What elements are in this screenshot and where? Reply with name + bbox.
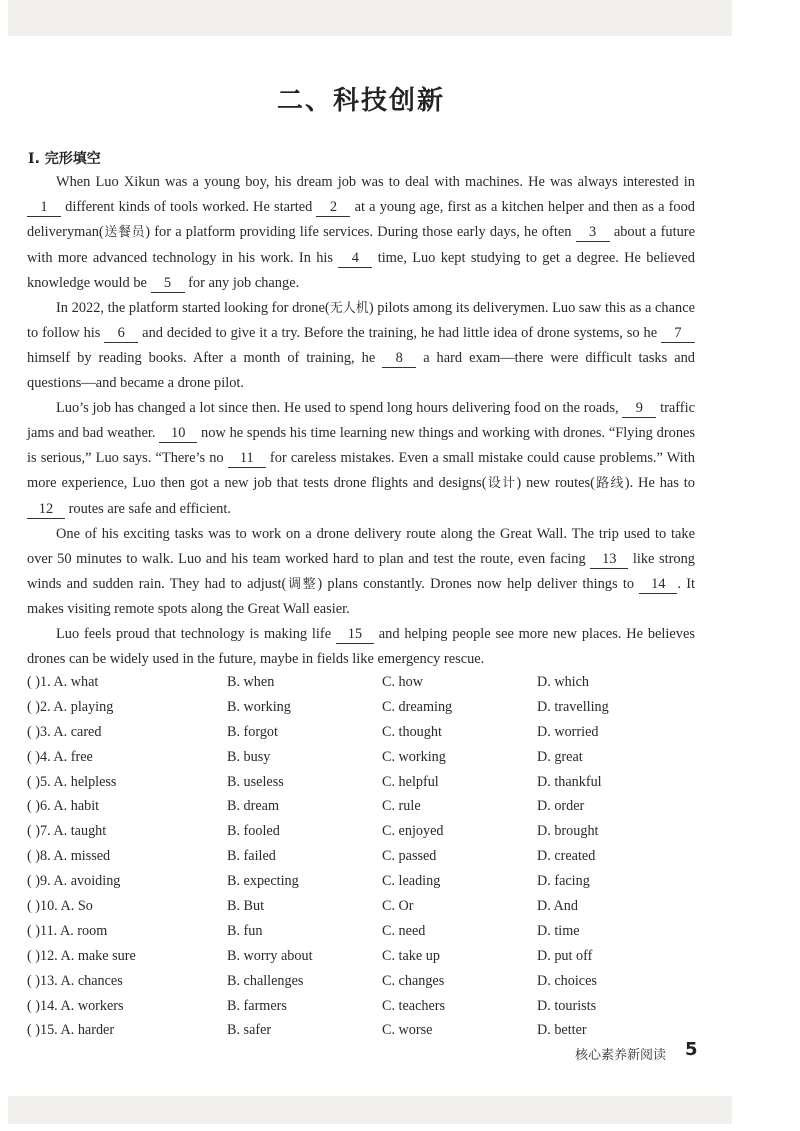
text: One of his exciting tasks was to work on a drone delivery route along the Great Wall. The trip used to take over 50 minutes to walk. Luo and his team worked hard to plan and test the route, even facing [27,525,695,567]
option-d: D. And [537,898,578,915]
text: . It makes visiting remote spots along the Great Wall easier. [27,575,695,618]
option-b: B. challenges [227,972,304,989]
option-row [27,844,707,869]
section-label: . 完形填空 [34,151,101,167]
text: for any job change. [184,274,300,291]
blank-1: 1 [27,199,61,217]
option-b: B. fun [227,922,263,939]
option-c: C. leading [382,873,441,890]
option-d: D. travelling [537,698,609,715]
text: about a future with more advanced technology in his work. In his [27,223,695,266]
option-b: B. busy [227,748,271,765]
paragraph-5 [27,622,695,672]
option-row [27,745,707,770]
option-d: D. brought [537,823,599,840]
text: ) pilots among its deliverymen. Luo saw this as a chance to follow his [27,299,695,342]
option-a: ( )2. A. playing [27,698,114,715]
chinese-gloss: 路线 [594,475,625,491]
text: ). He has to [624,474,695,491]
option-a: ( )12. A. make sure [27,947,136,964]
book-title: 核心素养新阅读 [575,1048,667,1063]
option-c: C. working [382,748,446,765]
option-row [27,869,707,894]
option-d: D. created [537,848,596,865]
text: ) plans constantly. Drones now help deliver things to [317,575,640,592]
option-c: C. dreaming [382,698,453,715]
blank-9: 9 [622,400,656,418]
option-row [27,894,707,919]
option-c: C. rule [382,798,421,815]
answer-options [27,670,707,1043]
option-a: ( )3. A. cared [27,723,102,740]
option-b: B. useless [227,773,284,790]
text: a hard exam—there were difficult tasks and questions—and became a drone pilot. [27,350,695,392]
option-d: D. choices [537,972,597,989]
blank-2: 2 [316,199,350,217]
option-a: ( )4. A. free [27,748,93,765]
option-b: B. worry about [227,947,313,964]
option-b: B. expecting [227,873,299,890]
option-c: C. need [382,922,426,939]
blank-12: 12 [27,501,65,519]
text: ) new routes( [516,474,595,491]
option-c: C. worse [382,1022,433,1039]
chinese-gloss: 送餐员 [103,224,146,240]
text: for careless mistakes. Even a small mistake could cause problems.” With more experience, Luo then got a new job that tests drone flights and designs( [27,449,695,491]
blank-7: 7 [661,325,695,343]
option-b: B. fooled [227,823,280,840]
blank-11: 11 [228,450,266,468]
option-a: ( )8. A. missed [27,848,111,865]
option-d: D. great [537,748,583,765]
chinese-gloss: 调整 [286,576,318,592]
option-d: D. order [537,798,585,815]
option-d: D. which [537,674,590,690]
option-d: D. worried [537,723,599,740]
option-row [27,670,707,695]
bottom-margin-band [8,1096,732,1124]
option-a: ( )9. A. avoiding [27,873,121,890]
option-b: B. But [227,898,265,915]
text: and decided to give it a try. Before the training, he had little idea of drone systems, so he [138,325,661,342]
option-a: ( )14. A. workers [27,997,124,1014]
text: routes are safe and efficient. [65,500,231,517]
option-c: C. Or [382,898,414,915]
option-c: C. enjoyed [382,823,444,840]
text: like strong winds and sudden rain. They had to adjust( [27,550,695,592]
option-d: D. facing [537,873,590,890]
option-b: B. working [227,698,291,715]
page-title: 二、科技创新 [276,86,445,116]
option-row [27,919,707,944]
option-d: D. put off [537,947,593,964]
section-number: Ⅰ [28,151,35,167]
option-row [27,994,707,1019]
option-b: B. safer [227,1022,272,1039]
option-a: ( )13. A. chances [27,972,123,989]
text: now he spends his time learning new things and working with drones. “Flying drones is serious,” Luo says. “There’s no [27,425,696,466]
blank-15: 15 [336,626,374,644]
paragraph-3 [27,396,695,522]
cloze-passage [27,170,695,672]
text: In 2022, the platform started looking for drone( [56,299,330,316]
text: different kinds of tools worked. He started [61,198,317,215]
option-d: D. thankful [537,773,602,790]
option-c: C. take up [382,947,440,964]
text: at a young age, first as a kitchen helper and then as a food deliveryman( [27,198,695,240]
option-d: D. time [537,922,580,939]
option-a: ( )6. A. habit [27,798,100,815]
chinese-gloss: 无人机 [329,300,369,316]
text: Luo’s job has changed a lot since then. He used to spend long hours delivering food on the roads, [56,400,623,417]
paragraph-4 [27,522,695,623]
option-row [27,695,707,720]
option-c: C. teachers [382,997,446,1014]
option-b: B. dream [227,798,280,815]
option-b: B. when [227,674,275,690]
option-c: C. helpful [382,773,439,790]
blank-13: 13 [590,551,628,569]
blank-3: 3 [576,224,610,242]
option-b: B. failed [227,848,276,865]
option-c: C. how [382,674,423,690]
option-c: C. passed [382,848,437,865]
text: ) for a platform providing life services. During those early days, he often [145,223,576,240]
text: time, Luo kept studying to get a degree. He believed knowledge would be [27,249,696,291]
option-a: ( )7. A. taught [27,823,107,840]
paragraph-1 [27,170,695,296]
text: and helping people see more new places. He believes drones can be widely used in the future, maybe in fields like emergency rescue. [27,626,695,668]
option-c: C. thought [382,723,442,740]
blank-5: 5 [151,275,185,293]
option-row [27,1018,707,1043]
section-heading [28,148,101,168]
page-number: 5 [685,1039,698,1060]
option-d: D. better [537,1022,587,1039]
option-c: C. changes [382,972,445,989]
option-a: ( )5. A. helpless [27,773,117,790]
chinese-gloss: 设计 [486,475,517,491]
option-row [27,944,707,969]
option-row [27,819,707,844]
blank-4: 4 [338,250,372,268]
option-d: D. tourists [537,997,597,1014]
text: himself by reading books. After a month of training, he [27,350,383,367]
blank-10: 10 [159,425,197,443]
option-a: ( )1. A. what [27,674,99,690]
text: traffic jams and bad weather. [27,400,695,442]
option-row [27,770,707,795]
option-a: ( )15. A. harder [27,1022,115,1039]
blank-14: 14 [639,576,677,594]
paragraph-2 [27,296,695,397]
option-b: B. forgot [227,723,278,740]
option-a: ( )11. A. room [27,922,108,939]
option-row [27,720,707,745]
blank-6: 6 [104,325,138,343]
text: Luo feels proud that technology is making life [56,626,336,643]
option-row [27,969,707,994]
option-a: ( )10. A. So [27,898,93,915]
text: When Luo Xikun was a young boy, his dream job was to deal with machines. He was always interested in [56,174,695,190]
option-row [27,794,707,819]
option-b: B. farmers [227,997,287,1014]
top-margin-band [8,0,732,36]
blank-8: 8 [382,350,416,368]
